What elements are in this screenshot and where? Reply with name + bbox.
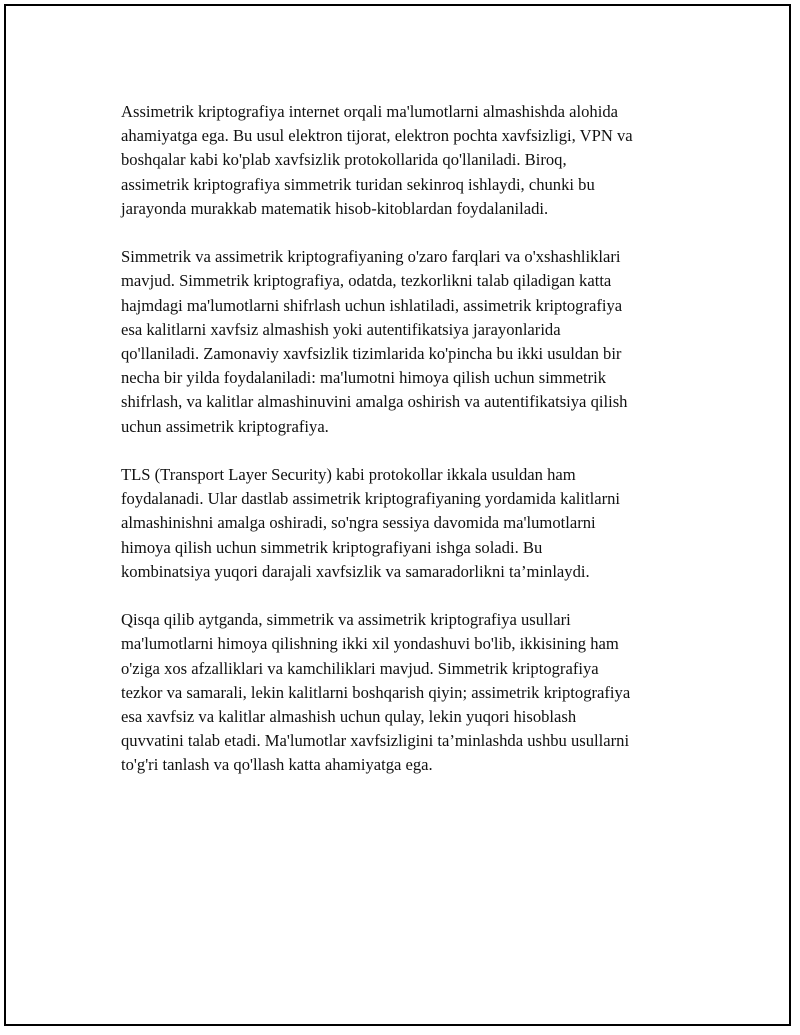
- text-line: hajmdagi ma'lumotlarni shifrlash uchun ishlatiladi, assimetrik kriptografiya: [121, 295, 623, 315]
- text-line: esa xavfsiz va kalitlar almashish uchun qulay, lekin yuqori hisoblash: [121, 707, 577, 727]
- text-line: Assimetrik kriptografiya internet orqali ma'lumotlarni almashishda alohida: [121, 102, 618, 121]
- text-line: shifrlash, va kalitlar almashinuvini amalga oshirish va autentifikatsiya qilish: [121, 392, 628, 412]
- text-line: boshqalar kabi ko'plab xavfsizlik protokollarida qo'llaniladi. Biroq,: [121, 150, 567, 170]
- text-line: quvvatini talab etadi. Ma'lumotlar xavfsizligini ta’minlashda ushbu usullarni: [121, 731, 630, 751]
- text-line: foydalanadi. Ular dastlab assimetrik kriptografiyaning yordamida kalitlarni: [121, 489, 621, 509]
- text-line: almashinishni amalga oshiradi, so'ngra sessiya davomida ma'lumotlarni: [121, 513, 596, 533]
- text-line: kombinatsiya yuqori darajali xavfsizlik va samaradorlikni ta’minlaydi.: [121, 561, 590, 581]
- paragraph-2: [121, 245, 701, 439]
- text-line: Simmetrik va assimetrik kriptografiyaning o'zaro farqlari va o'xshashliklari: [121, 247, 621, 267]
- document-body: [121, 100, 701, 802]
- text-line: tezkor va samarali, lekin kalitlarni boshqarish qiyin; assimetrik kriptografiya: [121, 682, 631, 702]
- text-line: esa kalitlarni xavfsiz almashish yoki autentifikatsiya jarayonlarida: [121, 319, 561, 339]
- text-line: jarayonda murakkab matematik hisob-kitoblardan foydalaniladi.: [121, 198, 549, 218]
- text-line: necha bir yilda foydalaniladi: ma'lumotni himoya qilish uchun simmetrik: [121, 368, 607, 388]
- text-line: ma'lumotlarni himoya qilishning ikki xil yondashuvi bo'lib, ikkisining ham: [121, 634, 619, 654]
- text-line: Qisqa qilib aytganda, simmetrik va assimetrik kriptografiya usullari: [121, 610, 571, 630]
- text-line: himoya qilish uchun simmetrik kriptografiyani ishga soladi. Bu: [121, 537, 543, 557]
- text-line: uchun assimetrik kriptografiya.: [121, 416, 329, 436]
- document-page: [4, 4, 791, 1026]
- text-line: qo'llaniladi. Zamonaviy xavfsizlik tizimlarida ko'pincha bu ikki usuldan bir: [121, 344, 622, 364]
- paragraph-3: [121, 463, 701, 584]
- paragraph-1: [121, 100, 701, 221]
- text-line: to'g'ri tanlash va qo'llash katta ahamiyatga ega.: [121, 755, 433, 775]
- text-line: assimetrik kriptografiya simmetrik turidan sekinroq ishlaydi, chunki bu: [121, 174, 595, 194]
- text-line: ahamiyatga ega. Bu usul elektron tijorat, elektron pochta xavfsizligi, VPN va: [121, 126, 633, 146]
- paragraph-4: [121, 608, 701, 777]
- text-line: mavjud. Simmetrik kriptografiya, odatda, tezkorlikni talab qiladigan katta: [121, 271, 612, 291]
- text-line: o'ziga xos afzalliklari va kamchiliklari mavjud. Simmetrik kriptografiya: [121, 658, 599, 678]
- text-line: TLS (Transport Layer Security) kabi protokollar ikkala usuldan ham: [121, 465, 576, 485]
